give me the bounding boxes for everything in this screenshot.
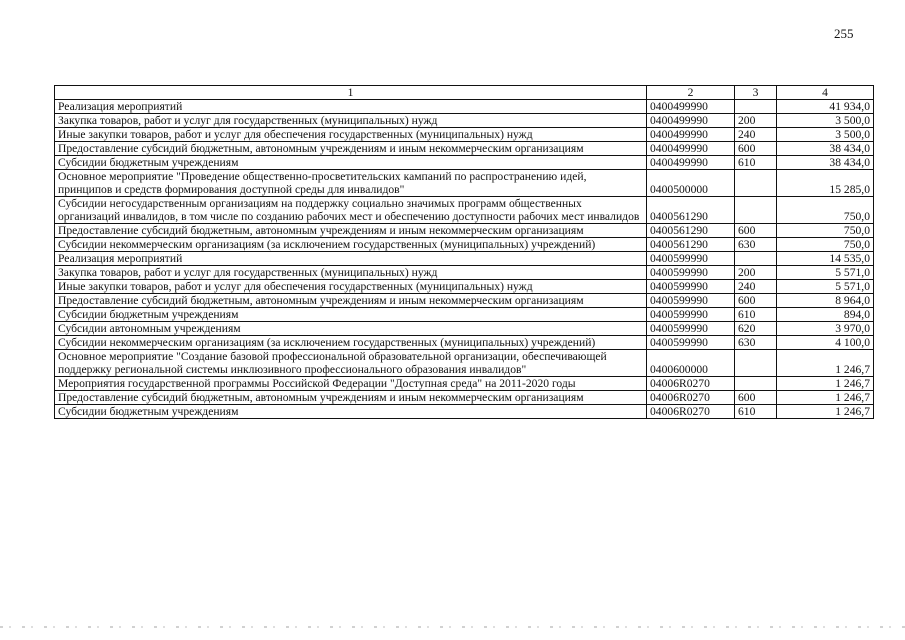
row-name-cell: Субсидии некоммерческим организациям (за исключением государственных (муниципальных) учреждений) bbox=[55, 238, 647, 252]
row-name-cell: Субсидии бюджетным учреждениям bbox=[55, 405, 647, 419]
row-sum-cell: 4 100,0 bbox=[777, 336, 874, 350]
row-code-cell: 0400600000 bbox=[647, 350, 735, 377]
row-code-cell: 0400500000 bbox=[647, 170, 735, 197]
row-sum-cell: 14 535,0 bbox=[777, 252, 874, 266]
row-code-cell: 0400599990 bbox=[647, 252, 735, 266]
row-code-cell: 0400499990 bbox=[647, 128, 735, 142]
row-name-cell: Субсидии негосударственным организациям на поддержку социально значимых программ общественных организаций инвалидов, в том числе по созданию рабочих мест и обеспечению доступности рабочих мест инвалидов bbox=[55, 197, 647, 224]
table-row bbox=[55, 114, 874, 128]
row-sum-cell: 15 285,0 bbox=[777, 170, 874, 197]
row-type-cell: 600 bbox=[735, 224, 777, 238]
row-code-cell: 0400561290 bbox=[647, 238, 735, 252]
row-code-cell: 0400561290 bbox=[647, 224, 735, 238]
row-sum-cell: 3 500,0 bbox=[777, 128, 874, 142]
row-sum-cell: 8 964,0 bbox=[777, 294, 874, 308]
row-sum-cell: 750,0 bbox=[777, 224, 874, 238]
row-name-cell: Реализация мероприятий bbox=[55, 252, 647, 266]
row-code-cell: 0400599990 bbox=[647, 336, 735, 350]
row-name-cell: Предоставление субсидий бюджетным, автономным учреждениям и иным некоммерческим организациям bbox=[55, 142, 647, 156]
table-row bbox=[55, 156, 874, 170]
row-code-cell: 0400499990 bbox=[647, 100, 735, 114]
row-type-cell bbox=[735, 170, 777, 197]
row-type-cell: 200 bbox=[735, 114, 777, 128]
row-sum-cell: 894,0 bbox=[777, 308, 874, 322]
row-sum-cell: 38 434,0 bbox=[777, 142, 874, 156]
row-type-cell: 610 bbox=[735, 405, 777, 419]
row-sum-cell: 3 500,0 bbox=[777, 114, 874, 128]
row-code-cell: 0400499990 bbox=[647, 142, 735, 156]
row-sum-cell: 41 934,0 bbox=[777, 100, 874, 114]
row-name-cell: Основное мероприятие "Создание базовой профессиональной образовательной организации, обеспечивающей поддержку региональной системы инклюзивного профессионального образования инвалидов" bbox=[55, 350, 647, 377]
row-code-cell: 0400561290 bbox=[647, 197, 735, 224]
row-name-cell: Субсидии некоммерческим организациям (за исключением государственных (муниципальных) учреждений) bbox=[55, 336, 647, 350]
row-type-cell bbox=[735, 197, 777, 224]
row-sum-cell: 1 246,7 bbox=[777, 377, 874, 391]
row-sum-cell: 1 246,7 bbox=[777, 350, 874, 377]
table-row bbox=[55, 266, 874, 280]
table-row bbox=[55, 197, 874, 224]
row-name-cell: Предоставление субсидий бюджетным, автономным учреждениям и иным некоммерческим организациям bbox=[55, 391, 647, 405]
header-col-type: 3 bbox=[735, 86, 777, 100]
row-code-cell: 0400599990 bbox=[647, 322, 735, 336]
row-name-cell: Закупка товаров, работ и услуг для государственных (муниципальных) нужд bbox=[55, 114, 647, 128]
row-sum-cell: 38 434,0 bbox=[777, 156, 874, 170]
table-row bbox=[55, 322, 874, 336]
table-row bbox=[55, 405, 874, 419]
row-type-cell bbox=[735, 350, 777, 377]
budget-table bbox=[54, 85, 874, 419]
table-row bbox=[55, 170, 874, 197]
table-header-row bbox=[55, 86, 874, 100]
row-name-cell: Основное мероприятие "Проведение общественно-просветительских кампаний по распространению идей, принципов и средств формирования доступной среды для инвалидов" bbox=[55, 170, 647, 197]
row-type-cell: 240 bbox=[735, 280, 777, 294]
row-code-cell: 0400499990 bbox=[647, 114, 735, 128]
row-code-cell: 0400599990 bbox=[647, 266, 735, 280]
scan-noise-line bbox=[0, 626, 905, 628]
row-sum-cell: 5 571,0 bbox=[777, 266, 874, 280]
row-name-cell: Предоставление субсидий бюджетным, автономным учреждениям и иным некоммерческим организациям bbox=[55, 294, 647, 308]
row-sum-cell: 5 571,0 bbox=[777, 280, 874, 294]
row-type-cell: 600 bbox=[735, 142, 777, 156]
row-type-cell bbox=[735, 377, 777, 391]
table-row bbox=[55, 224, 874, 238]
row-name-cell: Иные закупки товаров, работ и услуг для обеспечения государственных (муниципальных) нужд bbox=[55, 280, 647, 294]
row-sum-cell: 3 970,0 bbox=[777, 322, 874, 336]
table-row bbox=[55, 252, 874, 266]
table-row bbox=[55, 128, 874, 142]
row-code-cell: 04006R0270 bbox=[647, 377, 735, 391]
row-type-cell: 610 bbox=[735, 156, 777, 170]
row-sum-cell: 750,0 bbox=[777, 238, 874, 252]
table-row bbox=[55, 377, 874, 391]
table-row bbox=[55, 391, 874, 405]
row-type-cell: 200 bbox=[735, 266, 777, 280]
table-row bbox=[55, 100, 874, 114]
header-col-name: 1 bbox=[55, 86, 647, 100]
table-row bbox=[55, 308, 874, 322]
row-name-cell: Реализация мероприятий bbox=[55, 100, 647, 114]
row-name-cell: Мероприятия государственной программы Российской Федерации "Доступная среда" на 2011-2020 годы bbox=[55, 377, 647, 391]
row-type-cell: 630 bbox=[735, 238, 777, 252]
header-col-sum: 4 bbox=[777, 86, 874, 100]
row-name-cell: Иные закупки товаров, работ и услуг для обеспечения государственных (муниципальных) нужд bbox=[55, 128, 647, 142]
row-type-cell bbox=[735, 100, 777, 114]
table-body bbox=[55, 100, 874, 419]
row-code-cell: 0400499990 bbox=[647, 156, 735, 170]
row-type-cell: 620 bbox=[735, 322, 777, 336]
row-name-cell: Предоставление субсидий бюджетным, автономным учреждениям и иным некоммерческим организациям bbox=[55, 224, 647, 238]
table-row bbox=[55, 336, 874, 350]
row-type-cell bbox=[735, 252, 777, 266]
row-sum-cell: 750,0 bbox=[777, 197, 874, 224]
table-row bbox=[55, 280, 874, 294]
row-sum-cell: 1 246,7 bbox=[777, 405, 874, 419]
row-name-cell: Субсидии бюджетным учреждениям bbox=[55, 308, 647, 322]
row-type-cell: 630 bbox=[735, 336, 777, 350]
row-name-cell: Субсидии автономным учреждениям bbox=[55, 322, 647, 336]
row-name-cell: Закупка товаров, работ и услуг для государственных (муниципальных) нужд bbox=[55, 266, 647, 280]
table-row bbox=[55, 238, 874, 252]
row-sum-cell: 1 246,7 bbox=[777, 391, 874, 405]
table-row bbox=[55, 294, 874, 308]
row-code-cell: 0400599990 bbox=[647, 280, 735, 294]
page-number: 255 bbox=[834, 26, 854, 41]
row-type-cell: 610 bbox=[735, 308, 777, 322]
row-type-cell: 240 bbox=[735, 128, 777, 142]
table-row bbox=[55, 142, 874, 156]
row-code-cell: 04006R0270 bbox=[647, 391, 735, 405]
table-row bbox=[55, 350, 874, 377]
row-name-cell: Субсидии бюджетным учреждениям bbox=[55, 156, 647, 170]
row-code-cell: 0400599990 bbox=[647, 308, 735, 322]
row-type-cell: 600 bbox=[735, 391, 777, 405]
header-col-code: 2 bbox=[647, 86, 735, 100]
row-code-cell: 0400599990 bbox=[647, 294, 735, 308]
row-type-cell: 600 bbox=[735, 294, 777, 308]
row-code-cell: 04006R0270 bbox=[647, 405, 735, 419]
